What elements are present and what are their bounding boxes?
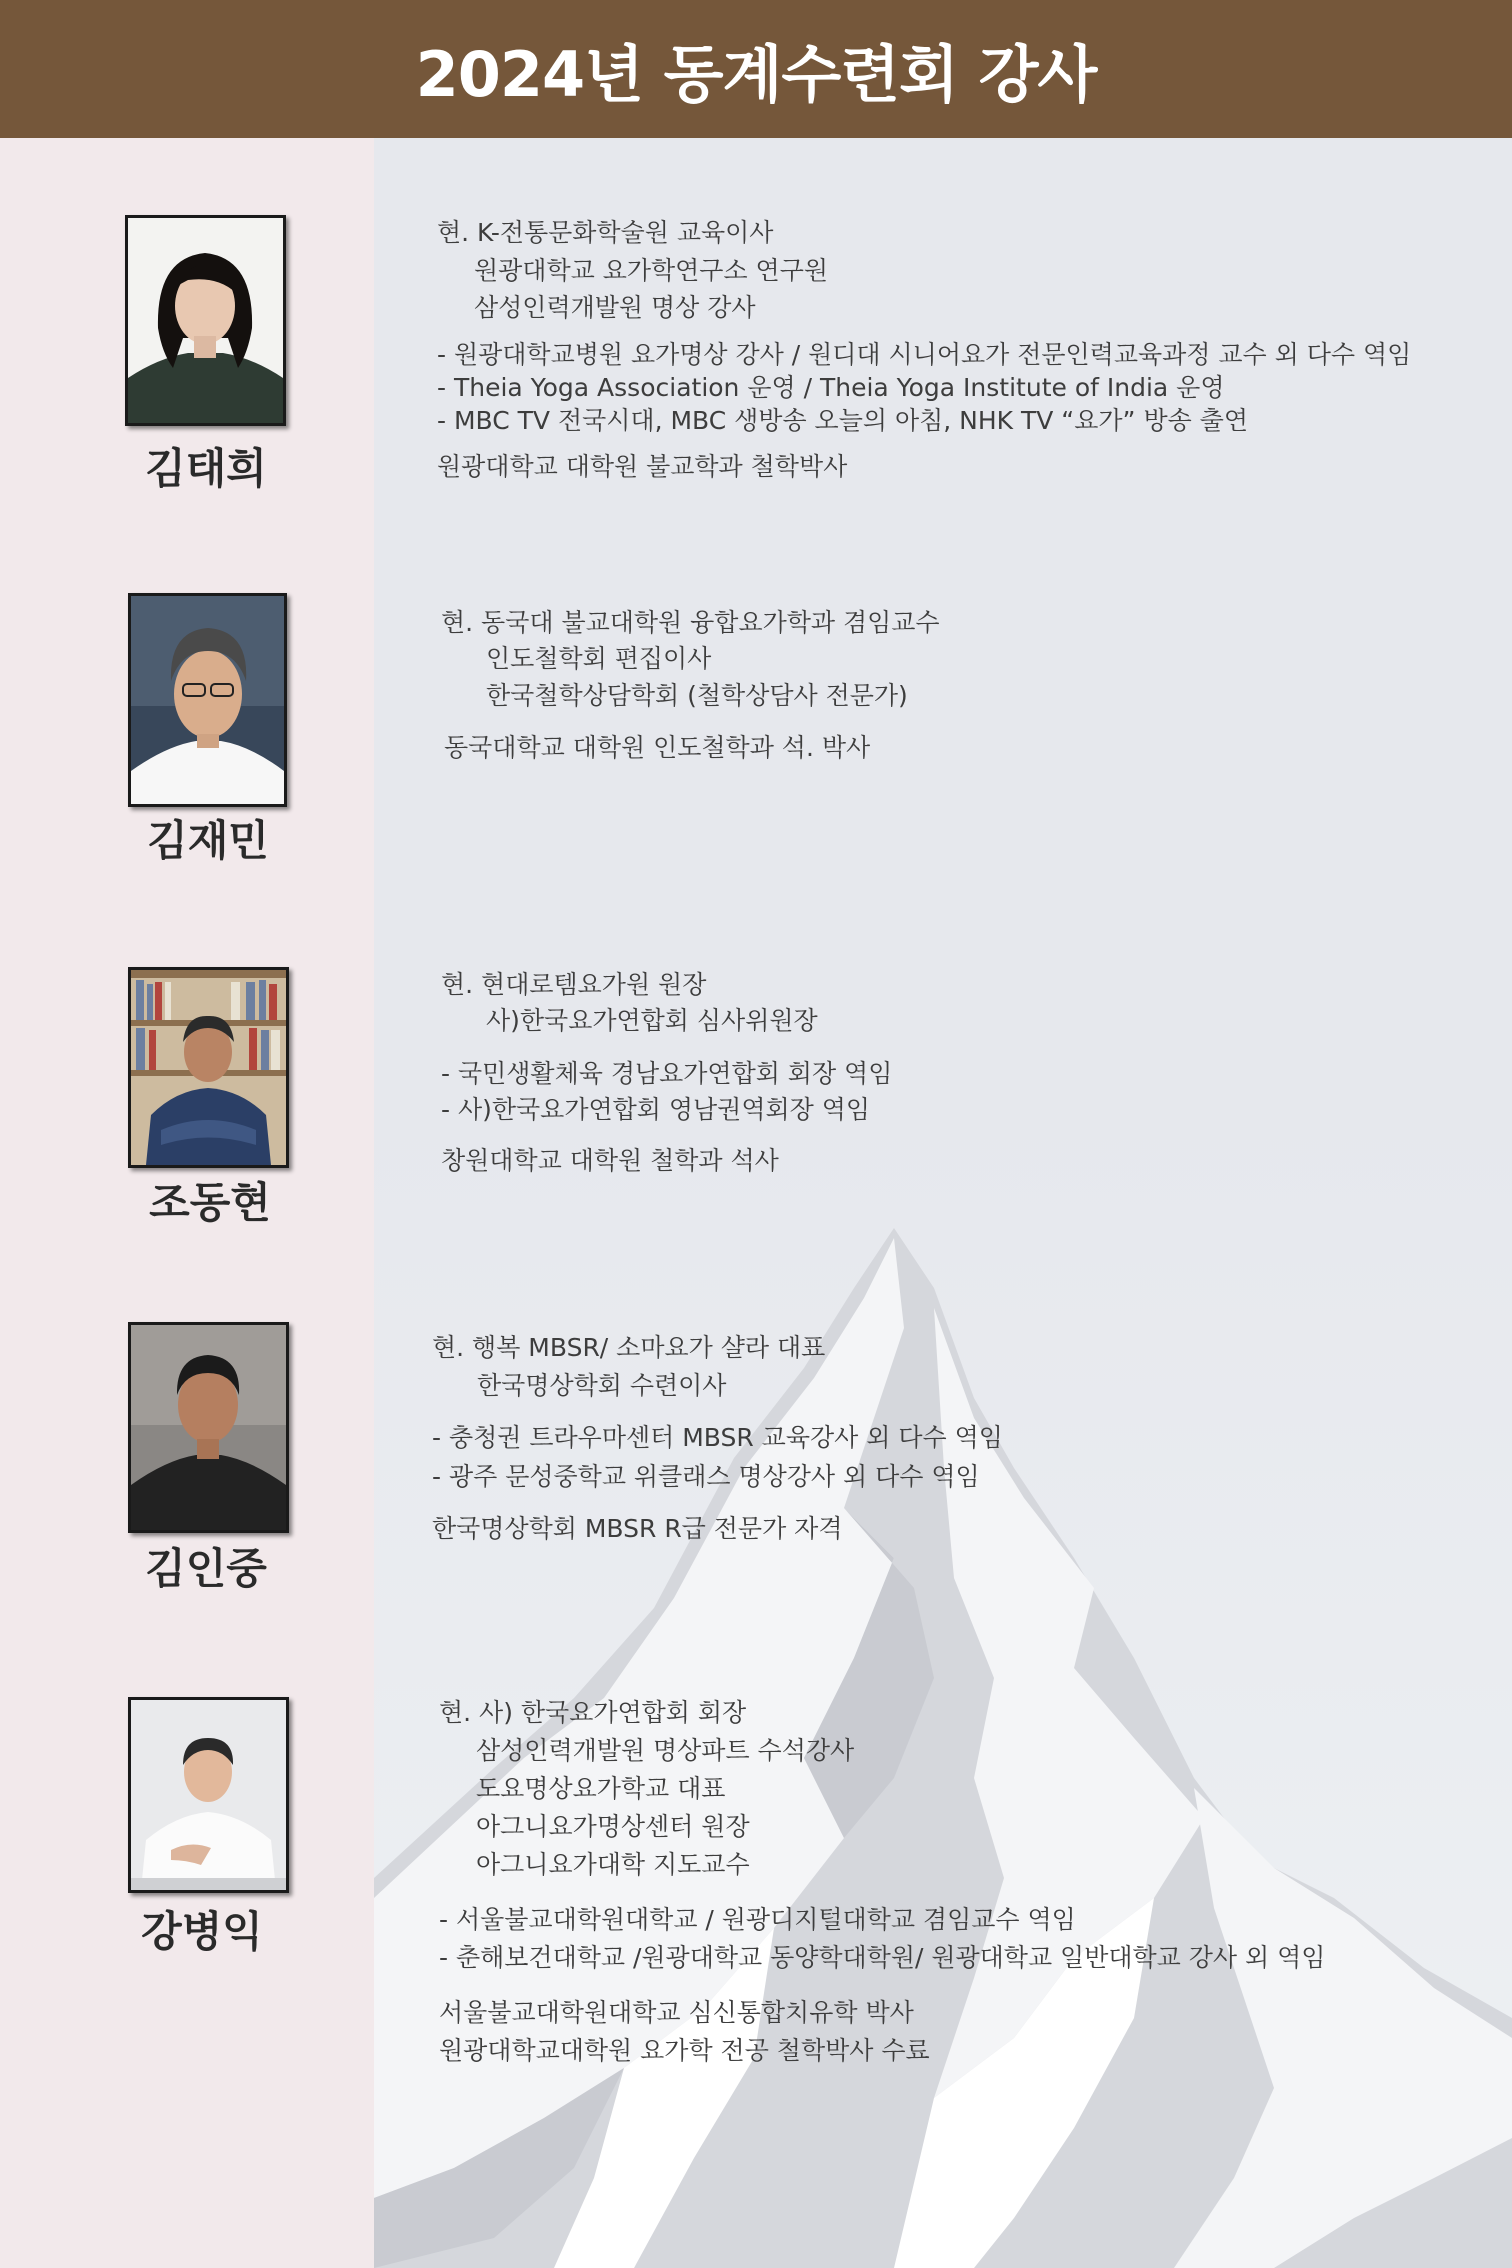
bio-line: 삼성인력개발원 명상파트 수석강사 [476, 1736, 855, 1765]
bio-line: 현. 현대로템요가원 원장 [441, 970, 707, 999]
bio-line: - 원광대학교병원 요가명상 강사 / 원디대 시니어요가 전문인력교육과정 교수 외 다수 역임 [437, 340, 1412, 369]
bio-line: 원광대학교대학원 요가학 전공 철학박사 수료 [439, 2036, 930, 2065]
bio-line: - MBC TV 전국시대, MBC 생방송 오늘의 아침, NHK TV “요가” 방송 출연 [437, 406, 1248, 435]
page-title: 2024년 동계수련회 강사 [415, 37, 1097, 111]
bio-line: 서울불교대학원대학교 심신통합치유학 박사 [439, 1998, 914, 2027]
bio-line: - Theia Yoga Association 운영 / Theia Yoga Institute of India 운영 [437, 373, 1225, 402]
bio-line: 현. K-전통문화학술원 교육이사 [437, 218, 774, 247]
instructor-photo [125, 215, 286, 426]
bio-line: 인도철학회 편집이사 [486, 644, 712, 673]
bio-line: - 국민생활체육 경남요가연합회 회장 역임 [441, 1059, 893, 1088]
instructor-name: 김재민 [147, 816, 269, 865]
instructor-name: 김인중 [145, 1544, 267, 1593]
bio-line: 아그니요가명상센터 원장 [476, 1812, 750, 1841]
instructor-name: 김태희 [145, 444, 267, 493]
bio-line: 동국대학교 대학원 인도철학과 석. 박사 [444, 733, 871, 762]
bio-line: - 춘해보건대학교 /원광대학교 동양학대학원/ 원광대학교 일반대학교 강사 외 역임 [439, 1943, 1326, 1972]
bio-line: - 충청권 트라우마센터 MBSR 교육강사 외 다수 역임 [432, 1423, 1003, 1452]
bio-line: 한국철학상담학회 (철학상담사 전문가) [486, 681, 908, 710]
bio-line: 사)한국요가연합회 심사위원장 [486, 1006, 818, 1035]
bio-line: 창원대학교 대학원 철학과 석사 [441, 1146, 779, 1175]
instructor-photo [128, 1697, 289, 1893]
bio-line: 한국명상학회 MBSR R급 전문가 자격 [432, 1514, 843, 1543]
instructor-photo [128, 967, 289, 1168]
instructor-photo [128, 593, 287, 807]
bio-line: 한국명상학회 수련이사 [477, 1371, 727, 1400]
bio-line: 현. 사) 한국요가연합회 회장 [439, 1698, 747, 1727]
bio-line: 도요명상요가학교 대표 [476, 1774, 726, 1803]
bio-line: - 서울불교대학원대학교 / 원광디지털대학교 겸임교수 역임 [439, 1905, 1076, 1934]
bio-line: - 사)한국요가연합회 영남권역회장 역임 [441, 1095, 871, 1124]
header-banner [0, 0, 1512, 138]
instructor-name: 강병익 [141, 1907, 263, 1956]
instructor-name: 조동현 [149, 1178, 271, 1227]
bio-line: 원광대학교 요가학연구소 연구원 [474, 256, 828, 285]
bio-line: 현. 동국대 불교대학원 융합요가학과 겸임교수 [441, 608, 940, 637]
bio-line: 삼성인력개발원 명상 강사 [474, 293, 756, 322]
instructor-photo [128, 1322, 289, 1533]
bio-line: 현. 행복 MBSR/ 소마요가 샬라 대표 [432, 1333, 826, 1362]
bio-line: 아그니요가대학 지도교수 [476, 1850, 750, 1879]
bio-line: 원광대학교 대학원 불교학과 철학박사 [437, 452, 848, 481]
bio-line: - 광주 문성중학교 위클래스 명상강사 외 다수 역임 [432, 1462, 980, 1491]
